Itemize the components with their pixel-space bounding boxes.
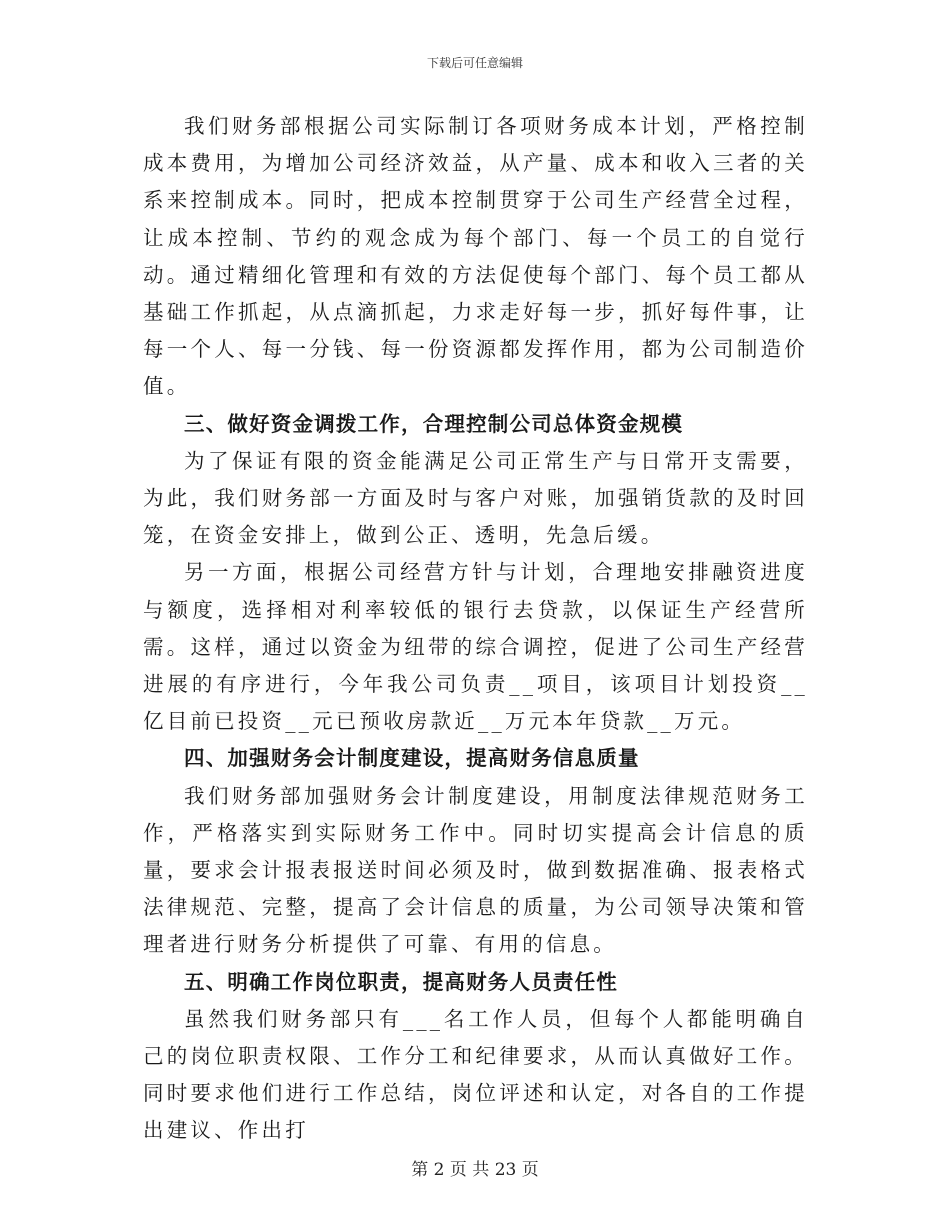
paragraph-cost-control: 我们财务部根据公司实际制订各项财务成本计划，严格控制成本费用，为增加公司经济效益，从产量、成本和收入三者的关系来控制成本。同时，把成本控制贯穿于公司生产经营全过程，让成本控制、节约的观念成为每个部门、每一个员工的自觉行动。通过精细化管理和有效的方法促使每个部门、每个员工都从基础工作抓起，从点滴抓起，力求走好每一步，抓好每件事，让每一个人、每一分钱、每一份资源都发挥作用，都为公司制造价值。 (143, 114, 808, 399)
header-note: 下载后可任意编辑 (426, 56, 523, 70)
paragraph-funds-2: 另一方面，根据公司经营方针与计划，合理地安排融资进度与额度，选择相对利率较低的银行去贷款，以保证生产经营所需。这样，通过以资金为纽带的综合调控，促进了公司生产经营进展的有序进行，今年我公司负责__项目，该项目计划投资__亿目前已投资__元已预收房款近__万元本年贷款__万元。 (143, 560, 808, 734)
section-heading-5: 五、明确工作岗位职责，提高财务人员责任性 (184, 969, 618, 994)
paragraph-funds-1: 为了保证有限的资金能满足公司正常生产与日常开支需要，为此，我们财务部一方面及时与客户对账，加强销货款的及时回笼，在资金安排上，做到公正、透明，先急后缓。 (143, 448, 808, 548)
section-heading-4: 四、加强财务会计制度建设，提高财务信息质量 (184, 746, 640, 771)
section-heading-3: 三、做好资金调拨工作，合理控制公司总体资金规模 (184, 411, 684, 436)
paragraph-responsibility: 虽然我们财务部只有___名工作人员，但每个人都能明确自己的岗位职责权限、工作分工和纪律要求，从而认真做好工作。同时要求他们进行工作总结，岗位评述和认定，对各自的工作提出建议、作出打 (143, 1006, 808, 1143)
document-body (143, 108, 808, 1150)
page-number: 第 2 页 共 23 页 (411, 1160, 539, 1180)
paragraph-accounting: 我们财务部加强财务会计制度建设，用制度法律规范财务工作，严格落实到实际财务工作中。同时切实提高会计信息的质量，要求会计报表报送时间必须及时，做到数据准确、报表格式法律规范、完整，提高了会计信息的质量，为公司领导决策和管理者进行财务分析提供了可靠、有用的信息。 (143, 783, 808, 957)
